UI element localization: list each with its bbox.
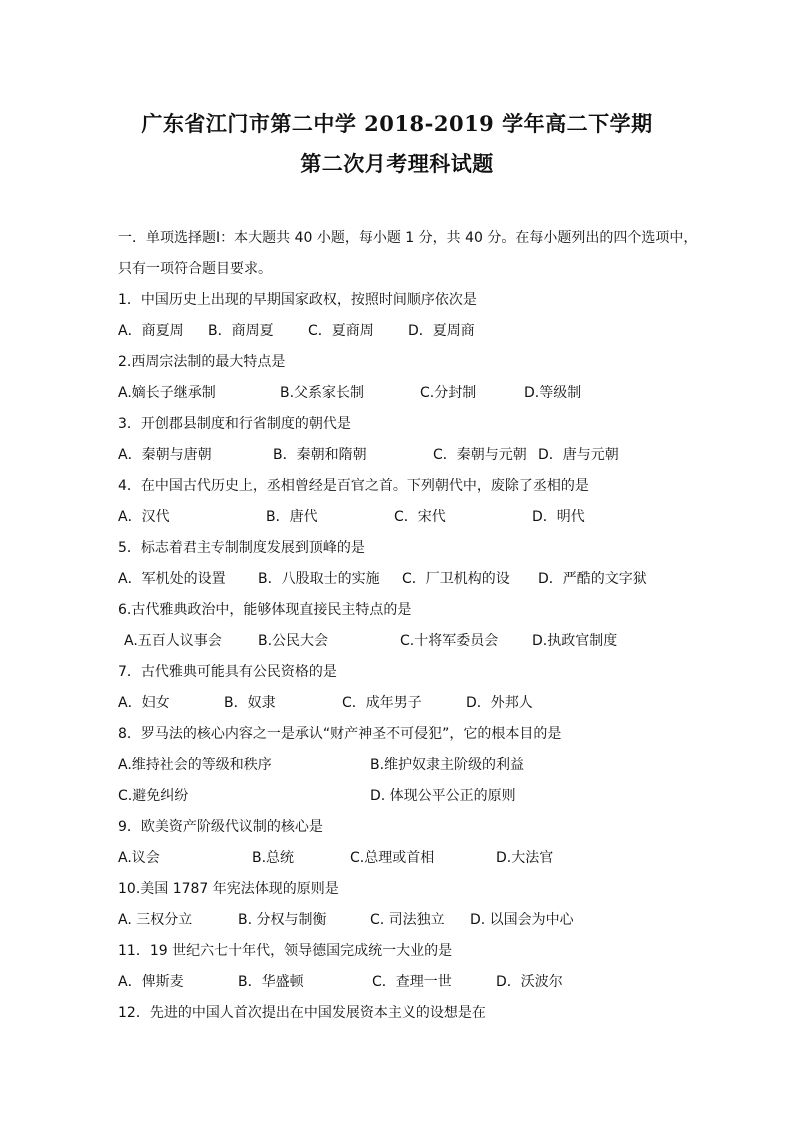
answer-option: A．秦朝与唐朝 xyxy=(118,447,212,463)
answer-option: A.维持社会的等级和秩序 xyxy=(118,757,272,773)
answer-option: B.公民大会 xyxy=(258,633,329,649)
answer-option: C.总理或首相 xyxy=(350,850,435,866)
exam-title: 广东省江门市第二中学 2018-2019 学年高二下学期 xyxy=(141,111,653,136)
answer-option: D．夏周商 xyxy=(408,323,475,339)
answer-option: D．严酷的文字狱 xyxy=(538,571,647,587)
question-stem: 2.西周宗法制的最大特点是 xyxy=(118,354,286,370)
question-stem: 12．先进的中国人首次提出在中国发展资本主义的设想是在 xyxy=(118,1005,486,1021)
question-stem: 4．在中国古代历史上，丞相曾经是百官之首。下列朝代中，废除了丞相的是 xyxy=(118,478,589,494)
answer-option: D．明代 xyxy=(532,509,585,525)
answer-option: B．华盛顿 xyxy=(238,974,304,990)
answer-option: D. 以国会为中心 xyxy=(470,912,574,928)
option-row xyxy=(118,756,718,774)
option-row xyxy=(118,570,718,588)
answer-option: A.议会 xyxy=(118,850,160,866)
question-stem: 6.古代雅典政治中，能够体现直接民主特点的是 xyxy=(118,602,412,618)
option-row xyxy=(118,849,718,867)
answer-option: D．唐与元朝 xyxy=(538,447,619,463)
answer-option: B．八股取士的实施 xyxy=(258,571,380,587)
question-stem: 9．欧美资产阶级代议制的核心是 xyxy=(118,819,323,835)
section-instructions-line-1: 一．单项选择题Ⅰ：本大题共 40 小题，每小题 1 分，共 40 分。在每小题列出的四个选项中， xyxy=(118,230,698,246)
question-stem: 3．开创郡县制度和行省制度的朝代是 xyxy=(118,416,351,432)
answer-option: A.五百人议事会 xyxy=(124,633,222,649)
answer-option: A.嫡长子继承制 xyxy=(118,385,216,401)
answer-option: A. 三权分立 xyxy=(118,912,193,928)
answer-option: C.十将军委员会 xyxy=(400,633,499,649)
question-stem: 10.美国 1787 年宪法体现的原则是 xyxy=(118,881,339,897)
option-row xyxy=(118,911,718,929)
answer-option: A．汉代 xyxy=(118,509,170,525)
answer-option: C．夏商周 xyxy=(308,323,374,339)
question-stem: 1．中国历史上出现的早期国家政权，按照时间顺序依次是 xyxy=(118,292,477,308)
answer-option: B.总统 xyxy=(252,850,295,866)
answer-option: B．奴隶 xyxy=(224,695,276,711)
option-row xyxy=(118,694,718,712)
answer-option: A．俾斯麦 xyxy=(118,974,184,990)
answer-option: D.等级制 xyxy=(524,385,582,401)
answer-option: D．沃波尔 xyxy=(496,974,563,990)
answer-option: C．查理一世 xyxy=(372,974,452,990)
option-row xyxy=(118,973,718,991)
question-stem: 11．19 世纪六七十年代，领导德国完成统一大业的是 xyxy=(118,943,453,959)
answer-option: C.避免纠纷 xyxy=(118,788,189,804)
answer-option: A．军机处的设置 xyxy=(118,571,226,587)
exam-subtitle: 第二次月考理科试题 xyxy=(300,151,494,176)
answer-option: B. 分权与制衡 xyxy=(238,912,327,928)
option-row xyxy=(118,508,718,526)
answer-option: C.分封制 xyxy=(420,385,477,401)
question-stem: 7．古代雅典可能具有公民资格的是 xyxy=(118,664,337,680)
answer-option: C．宋代 xyxy=(394,509,446,525)
answer-option: C．成年男子 xyxy=(342,695,422,711)
answer-option: D.大法官 xyxy=(496,850,554,866)
answer-option: B.维护奴隶主阶级的利益 xyxy=(370,757,525,773)
question-stem: 8．罗马法的核心内容之一是承认“财产神圣不可侵犯”，它的根本目的是 xyxy=(118,726,562,742)
answer-option: B.父系家长制 xyxy=(280,385,365,401)
question-stem: 5．标志着君主专制制度发展到顶峰的是 xyxy=(118,540,365,556)
answer-option: D.执政官制度 xyxy=(532,633,618,649)
option-row xyxy=(118,322,718,340)
answer-option: C．厂卫机构的设 xyxy=(402,571,510,587)
option-row xyxy=(118,446,718,464)
answer-option: C．秦朝与元朝 xyxy=(433,447,527,463)
option-row xyxy=(118,384,718,402)
answer-option: A．商夏周 xyxy=(118,323,184,339)
answer-option: B．唐代 xyxy=(266,509,318,525)
option-row xyxy=(118,632,718,650)
answer-option: A．妇女 xyxy=(118,695,170,711)
section-instructions-line-2: 只有一项符合题目要求。 xyxy=(118,261,272,277)
answer-option: C. 司法独立 xyxy=(370,912,445,928)
answer-option: D. 体现公平公正的原则 xyxy=(370,788,516,804)
option-row xyxy=(118,787,718,805)
answer-option: B．秦朝和隋朝 xyxy=(273,447,367,463)
answer-option: B．商周夏 xyxy=(208,323,274,339)
answer-option: D．外邦人 xyxy=(466,695,533,711)
